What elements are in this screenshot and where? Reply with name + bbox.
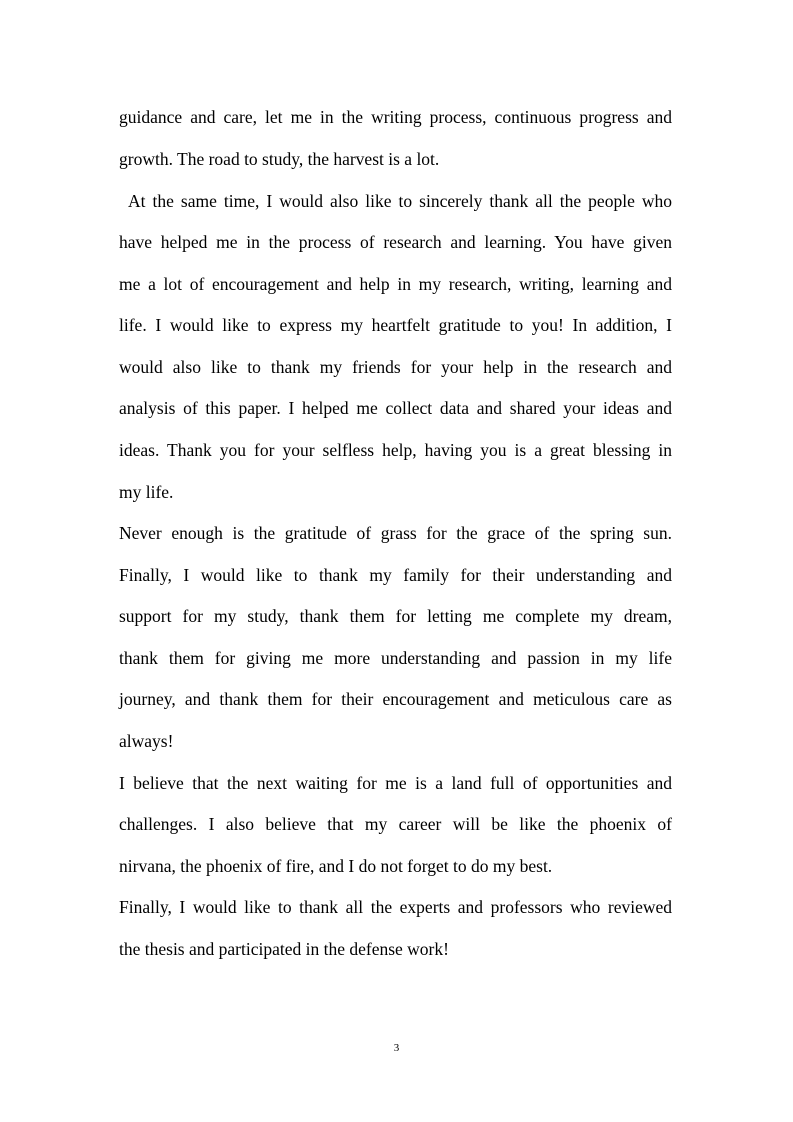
body-text-line: challenges. I also believe that my career will be like the phoenix of — [119, 814, 672, 834]
body-text-line: me a lot of encouragement and help in my research, writing, learning and — [119, 274, 672, 294]
body-text-line: nirvana, the phoenix of fire, and I do not forget to do my best. — [119, 856, 553, 876]
body-text-line: ideas. Thank you for your selfless help, having you is a great blessing in — [119, 440, 672, 460]
body-text-line: thank them for giving me more understanding and passion in my life — [119, 648, 672, 668]
body-text-line: growth. The road to study, the harvest is a lot. — [119, 149, 440, 169]
body-text-line: the thesis and participated in the defense work! — [119, 939, 449, 959]
body-text-line: analysis of this paper. I helped me collect data and shared your ideas and — [119, 398, 672, 418]
body-text-line: Finally, I would like to thank my family for their understanding and — [119, 565, 672, 585]
paragraph-first-line: I believe that the next waiting for me is a land full of opportunities and — [119, 773, 672, 793]
body-text-line: support for my study, thank them for letting me complete my dream, — [119, 606, 672, 626]
body-text-line: always! — [119, 731, 174, 751]
body-text-line: journey, and thank them for their encouragement and meticulous care as — [119, 689, 672, 709]
body-text-line: life. I would like to express my heartfelt gratitude to you! In addition, I — [119, 315, 672, 335]
page-number: 3 — [393, 1042, 400, 1054]
body-text-line: have helped me in the process of research and learning. You have given — [119, 232, 672, 252]
paragraph-first-line: Never enough is the gratitude of grass for the grace of the spring sun. — [119, 523, 672, 543]
paragraph-first-line: At the same time, I would also like to sincerely thank all the people who — [128, 191, 672, 211]
body-text-line: would also like to thank my friends for your help in the research and — [119, 357, 672, 377]
paragraph-first-line: Finally, I would like to thank all the experts and professors who reviewed — [119, 897, 672, 917]
body-text-line: guidance and care, let me in the writing process, continuous progress and — [119, 107, 672, 127]
body-text-line: my life. — [119, 482, 174, 502]
